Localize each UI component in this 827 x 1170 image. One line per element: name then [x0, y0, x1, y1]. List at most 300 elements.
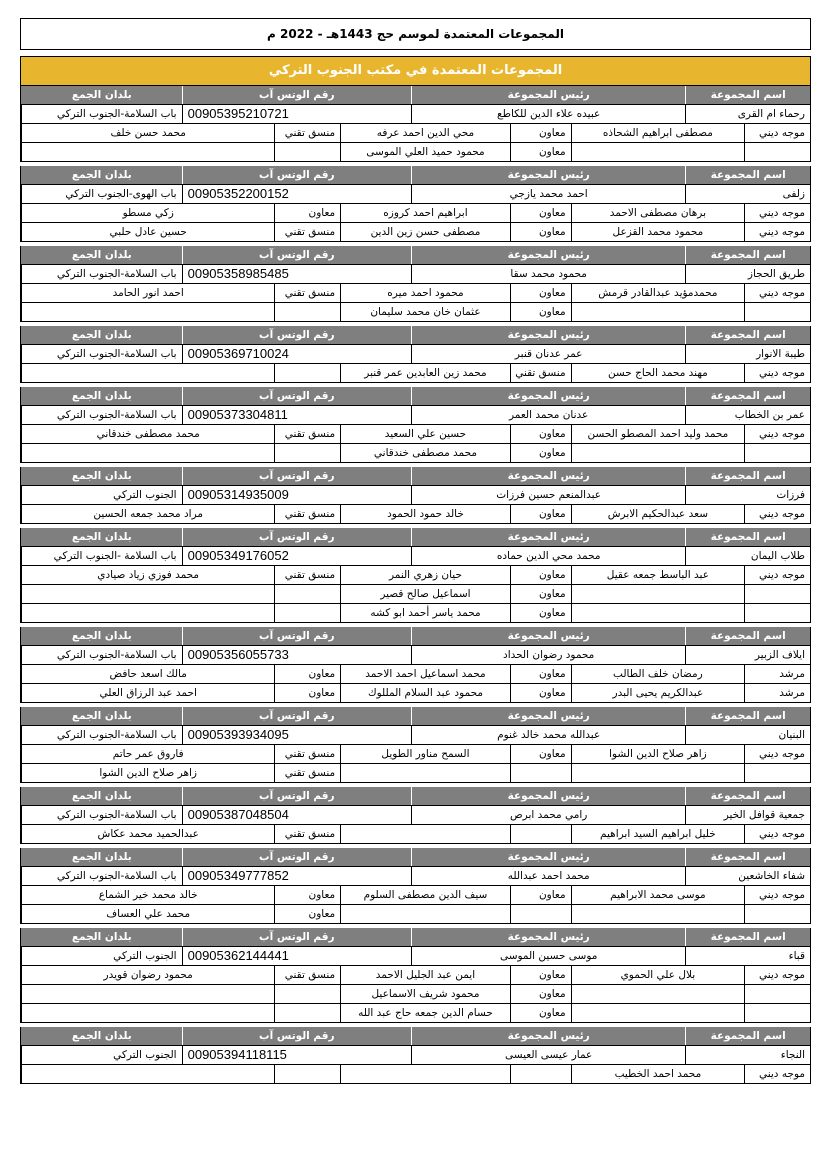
group-block [20, 326, 811, 383]
member-row [20, 905, 811, 924]
member-role [510, 1065, 571, 1083]
header-country: بلدان الجمع [21, 1027, 182, 1045]
member-name: عبدالكريم يحيى البدر [571, 684, 745, 702]
group-block [20, 787, 811, 844]
member-name: زاهر صلاح الدين الشوا [571, 745, 745, 763]
gathering-country: باب السلامة-الجنوب التركي [21, 265, 182, 283]
header-whatsapp: رقم الوتس آب [182, 707, 411, 725]
member-role: معاون [510, 585, 571, 603]
group-head: عدنان محمد العمر [411, 406, 685, 424]
member-row [20, 665, 811, 684]
member-row [20, 985, 811, 1004]
header-country: بلدان الجمع [21, 787, 182, 805]
member-role: معاون [274, 905, 340, 923]
member-name: محي الدين احمد عرفه [340, 124, 510, 142]
header-group-head: رئيس المجموعة [411, 246, 685, 264]
member-name: محمود شريف الاسماعيل [340, 985, 510, 1003]
header-group-head: رئيس المجموعة [411, 166, 685, 184]
group-name: طيبة الانوار [685, 345, 810, 363]
header-group-head: رئيس المجموعة [411, 627, 685, 645]
member-role: منسق تقني [274, 284, 340, 302]
group-name: طلاب اليمان [685, 547, 810, 565]
header-group-name: اسم المجموعة [685, 848, 810, 866]
member-name: اسماعيل صالح قصير [340, 585, 510, 603]
member-role: موجه ديني [744, 505, 810, 523]
whatsapp-number: 00905314935009 [182, 486, 411, 504]
group-name: جمعية قوافل الخير [685, 806, 810, 824]
group-header-row [20, 1027, 811, 1046]
member-name: برهان مصطفى الاحمد [571, 204, 745, 222]
member-name [571, 303, 745, 321]
group-header-row [20, 848, 811, 867]
member-row [20, 444, 811, 463]
header-group-name: اسم المجموعة [685, 86, 810, 104]
header-group-head: رئيس المجموعة [411, 787, 685, 805]
header-whatsapp: رقم الوتس آب [182, 246, 411, 264]
whatsapp-number: 00905358985485 [182, 265, 411, 283]
member-role [274, 364, 340, 382]
member-role: منسق تقني [274, 566, 340, 584]
member-role [744, 303, 810, 321]
group-main-row [20, 646, 811, 665]
member-role [274, 303, 340, 321]
member-role: منسق تقني [274, 764, 340, 782]
group-name: طريق الحجاز [685, 265, 810, 283]
member-role: مرشد [744, 684, 810, 702]
member-role: منسق تقني [274, 223, 340, 241]
member-role: معاون [510, 143, 571, 161]
group-block [20, 166, 811, 242]
group-name: البنيان [685, 726, 810, 744]
gathering-country: باب السلامة-الجنوب التركي [21, 406, 182, 424]
header-country: بلدان الجمع [21, 627, 182, 645]
member-role [744, 585, 810, 603]
member-name [571, 585, 745, 603]
whatsapp-number: 00905395210721 [182, 105, 411, 123]
header-whatsapp: رقم الوتس آب [182, 1027, 411, 1045]
member-name: محمود رضوان قويدر [21, 966, 274, 984]
member-role: موجه ديني [744, 204, 810, 222]
group-head: عبدالمنعم حسين فرزات [411, 486, 685, 504]
group-name: عمر بن الخطاب [685, 406, 810, 424]
member-role: معاون [510, 665, 571, 683]
header-group-name: اسم المجموعة [685, 928, 810, 946]
member-role: معاون [510, 444, 571, 462]
group-head: احمد محمد يازجي [411, 185, 685, 203]
member-name: مالك اسعد حافض [21, 665, 274, 683]
group-main-row [20, 406, 811, 425]
header-group-head: رئيس المجموعة [411, 928, 685, 946]
group-block [20, 707, 811, 783]
whatsapp-number: 00905362144441 [182, 947, 411, 965]
header-whatsapp: رقم الوتس آب [182, 86, 411, 104]
group-head: رامي محمد ابرص [411, 806, 685, 824]
member-role: معاون [510, 604, 571, 622]
group-head: موسى حسين الموسى [411, 947, 685, 965]
member-row [20, 364, 811, 383]
header-whatsapp: رقم الوتس آب [182, 387, 411, 405]
member-name [340, 825, 510, 843]
member-role [744, 985, 810, 1003]
member-role: موجه ديني [744, 745, 810, 763]
member-name: خليل ابراهيم السيد ابراهيم [571, 825, 745, 843]
member-role [744, 905, 810, 923]
member-row [20, 425, 811, 444]
member-role: معاون [510, 124, 571, 142]
member-row [20, 505, 811, 524]
member-role: معاون [274, 886, 340, 904]
member-role: معاون [510, 425, 571, 443]
whatsapp-number: 00905369710024 [182, 345, 411, 363]
member-name: محمد علي العساف [21, 905, 274, 923]
gathering-country: باب السلامة-الجنوب التركي [21, 105, 182, 123]
group-main-row [20, 265, 811, 284]
group-main-row [20, 486, 811, 505]
group-header-row [20, 707, 811, 726]
member-name [21, 303, 274, 321]
member-role [274, 985, 340, 1003]
member-role: موجه ديني [744, 364, 810, 382]
header-group-head: رئيس المجموعة [411, 528, 685, 546]
member-name [340, 764, 510, 782]
member-name: محمد مصطفى خندقاني [21, 425, 274, 443]
member-role: منسق تقني [274, 745, 340, 763]
member-role: معاون [510, 886, 571, 904]
header-group-head: رئيس المجموعة [411, 467, 685, 485]
member-role: موجه ديني [744, 425, 810, 443]
header-whatsapp: رقم الوتس آب [182, 528, 411, 546]
member-role [274, 604, 340, 622]
member-name: ابراهيم احمد كروزه [340, 204, 510, 222]
member-name [571, 604, 745, 622]
member-role [274, 444, 340, 462]
member-role: معاون [510, 505, 571, 523]
member-role [274, 143, 340, 161]
member-name: موسى محمد الابراهيم [571, 886, 745, 904]
member-role: معاون [274, 665, 340, 683]
header-country: بلدان الجمع [21, 848, 182, 866]
member-row [20, 124, 811, 143]
member-name: عثمان خان محمد سليمان [340, 303, 510, 321]
member-name [21, 1065, 274, 1083]
member-name [571, 1004, 745, 1022]
member-name [571, 444, 745, 462]
member-name: سعد عبدالحكيم الابرش [571, 505, 745, 523]
member-role: موجه ديني [744, 223, 810, 241]
group-header-row [20, 928, 811, 947]
member-name: محمد حسن خلف [21, 124, 274, 142]
member-role [744, 444, 810, 462]
group-head: عمار عيسى العيسى [411, 1046, 685, 1064]
member-role: معاون [510, 966, 571, 984]
member-name: محمد مصطفى خندقاني [340, 444, 510, 462]
header-group-head: رئيس المجموعة [411, 707, 685, 725]
member-role: موجه ديني [744, 566, 810, 584]
member-role: معاون [510, 284, 571, 302]
member-name: محمود عبد السلام المللوك [340, 684, 510, 702]
gathering-country: باب السلامة-الجنوب التركي [21, 646, 182, 664]
header-group-name: اسم المجموعة [685, 787, 810, 805]
header-whatsapp: رقم الوتس آب [182, 787, 411, 805]
group-header-row [20, 166, 811, 185]
member-name [21, 143, 274, 161]
header-group-head: رئيس المجموعة [411, 86, 685, 104]
member-name: خالد محمد خير الشماع [21, 886, 274, 904]
group-name: فرزات [685, 486, 810, 504]
group-header-row [20, 528, 811, 547]
group-block [20, 86, 811, 162]
member-name [571, 143, 745, 161]
member-role: معاون [510, 223, 571, 241]
group-block [20, 627, 811, 703]
member-role: معاون [510, 303, 571, 321]
member-name [21, 585, 274, 603]
group-main-row [20, 947, 811, 966]
header-country: بلدان الجمع [21, 528, 182, 546]
member-name: بلال علي الحموي [571, 966, 745, 984]
member-role: موجه ديني [744, 886, 810, 904]
member-role: موجه ديني [744, 1065, 810, 1083]
group-header-row [20, 627, 811, 646]
member-role: معاون [510, 566, 571, 584]
header-country: بلدان الجمع [21, 86, 182, 104]
member-name: محمد فوزي زياد صيادي [21, 566, 274, 584]
member-name: محمود حميد العلي الموسى [340, 143, 510, 161]
group-head: محمود رضوان الحداد [411, 646, 685, 664]
member-role [744, 143, 810, 161]
member-name: حيان زهري النمر [340, 566, 510, 584]
whatsapp-number: 00905349777852 [182, 867, 411, 885]
member-name: محمد ياسر أحمد ابو كشه [340, 604, 510, 622]
header-whatsapp: رقم الوتس آب [182, 326, 411, 344]
member-row [20, 604, 811, 623]
gathering-country: باب الهوى-الجنوب التركي [21, 185, 182, 203]
groups-table [20, 86, 811, 1084]
member-role: معاون [274, 204, 340, 222]
member-name: السمح مناور الطويل [340, 745, 510, 763]
group-name: النجاء [685, 1046, 810, 1064]
whatsapp-number: 00905373304811 [182, 406, 411, 424]
group-name: شفاء الخاشعين [685, 867, 810, 885]
member-role: منسق تقني [510, 364, 571, 382]
member-name: فاروق عمر حاتم [21, 745, 274, 763]
group-header-row [20, 86, 811, 105]
office-banner: المجموعات المعتمدة في مكتب الجنوب التركي [20, 56, 811, 86]
member-role [274, 1004, 340, 1022]
member-role [274, 585, 340, 603]
gathering-country: باب السلامة-الجنوب التركي [21, 867, 182, 885]
group-block [20, 928, 811, 1023]
member-name: مراد محمد جمعه الحسين [21, 505, 274, 523]
member-name: محمود احمد ميره [340, 284, 510, 302]
group-head: محمد احمد عبدالله [411, 867, 685, 885]
group-block [20, 528, 811, 623]
member-role: منسق تقني [274, 124, 340, 142]
member-name [21, 444, 274, 462]
member-role: موجه ديني [744, 825, 810, 843]
whatsapp-number: 00905356055733 [182, 646, 411, 664]
header-group-name: اسم المجموعة [685, 467, 810, 485]
group-main-row [20, 806, 811, 825]
member-role [510, 764, 571, 782]
member-role: مرشد [744, 665, 810, 683]
page-title: المجموعات المعتمدة لموسم حج 1443هـ - 2022 م [20, 18, 811, 50]
group-block [20, 848, 811, 924]
header-group-name: اسم المجموعة [685, 387, 810, 405]
member-row [20, 684, 811, 703]
member-role: منسق تقني [274, 825, 340, 843]
whatsapp-number: 00905349176052 [182, 547, 411, 565]
member-role: معاون [510, 1004, 571, 1022]
group-block [20, 246, 811, 322]
member-name: زاهر صلاح الدين الشوا [21, 764, 274, 782]
group-head: محمد محي الدين حماده [411, 547, 685, 565]
group-name: زلفى [685, 185, 810, 203]
gathering-country: باب السلامة-الجنوب التركي [21, 806, 182, 824]
member-name [21, 364, 274, 382]
whatsapp-number: 00905387048504 [182, 806, 411, 824]
member-name [571, 764, 745, 782]
group-header-row [20, 787, 811, 806]
header-country: بلدان الجمع [21, 166, 182, 184]
member-name: رمضان خلف الطالب [571, 665, 745, 683]
member-row [20, 284, 811, 303]
member-role: معاون [510, 745, 571, 763]
member-name: سيف الدين مصطفى السلوم [340, 886, 510, 904]
group-main-row [20, 345, 811, 364]
header-country: بلدان الجمع [21, 467, 182, 485]
member-name: محمد وليد احمد المصطو الحسن [571, 425, 745, 443]
header-whatsapp: رقم الوتس آب [182, 928, 411, 946]
member-row [20, 745, 811, 764]
group-header-row [20, 387, 811, 406]
group-header-row [20, 246, 811, 265]
member-row [20, 1004, 811, 1023]
member-name: حسين علي السعيد [340, 425, 510, 443]
member-role [744, 604, 810, 622]
group-main-row [20, 1046, 811, 1065]
header-whatsapp: رقم الوتس آب [182, 166, 411, 184]
group-main-row [20, 867, 811, 886]
header-group-head: رئيس المجموعة [411, 1027, 685, 1045]
header-group-head: رئيس المجموعة [411, 326, 685, 344]
member-role: موجه ديني [744, 966, 810, 984]
header-country: بلدان الجمع [21, 387, 182, 405]
group-main-row [20, 185, 811, 204]
group-head: عبدالله محمد خالد غنوم [411, 726, 685, 744]
whatsapp-number: 00905393934095 [182, 726, 411, 744]
member-name: مهند محمد الحاج حسن [571, 364, 745, 382]
member-name: ايمن عبد الجليل الاحمد [340, 966, 510, 984]
header-group-name: اسم المجموعة [685, 166, 810, 184]
member-row [20, 1065, 811, 1084]
member-row [20, 223, 811, 242]
header-whatsapp: رقم الوتس آب [182, 848, 411, 866]
member-role: معاون [274, 684, 340, 702]
header-group-head: رئيس المجموعة [411, 848, 685, 866]
header-whatsapp: رقم الوتس آب [182, 627, 411, 645]
member-role [274, 1065, 340, 1083]
member-name: احمد عبد الرزاق العلي [21, 684, 274, 702]
group-head: محمود محمد سقا [411, 265, 685, 283]
member-row [20, 204, 811, 223]
gathering-country: الجنوب التركي [21, 1046, 182, 1064]
member-role [510, 825, 571, 843]
member-role: معاون [510, 985, 571, 1003]
gathering-country: الجنوب التركي [21, 486, 182, 504]
member-role: معاون [510, 204, 571, 222]
group-name: قباء [685, 947, 810, 965]
header-country: بلدان الجمع [21, 707, 182, 725]
header-country: بلدان الجمع [21, 928, 182, 946]
group-header-row [20, 326, 811, 345]
header-group-name: اسم المجموعة [685, 707, 810, 725]
member-name [571, 905, 745, 923]
group-block [20, 467, 811, 524]
group-head: عبيده علاء الدين للكاطع [411, 105, 685, 123]
gathering-country: باب السلامة -الجنوب التركي [21, 547, 182, 565]
member-name [21, 604, 274, 622]
header-group-head: رئيس المجموعة [411, 387, 685, 405]
member-row [20, 566, 811, 585]
member-name: عبد الباسط جمعه عقيل [571, 566, 745, 584]
group-name: رحماء ام القرى [685, 105, 810, 123]
gathering-country: الجنوب التركي [21, 947, 182, 965]
member-name: خالد حمود الحمود [340, 505, 510, 523]
header-whatsapp: رقم الوتس آب [182, 467, 411, 485]
group-block [20, 1027, 811, 1084]
member-name: محمدمؤيد عبدالقادر قرمش [571, 284, 745, 302]
member-name: حسين عادل حلبي [21, 223, 274, 241]
member-row [20, 966, 811, 985]
member-name: محمد احمد الخطيب [571, 1065, 745, 1083]
member-name: احمد انور الحامد [21, 284, 274, 302]
member-row [20, 825, 811, 844]
member-name: محمد زين العابدين عمر قنبر [340, 364, 510, 382]
member-row [20, 143, 811, 162]
header-country: بلدان الجمع [21, 246, 182, 264]
header-group-name: اسم المجموعة [685, 326, 810, 344]
member-row [20, 886, 811, 905]
header-group-name: اسم المجموعة [685, 1027, 810, 1045]
group-head: عمر عدنان قنبر [411, 345, 685, 363]
group-main-row [20, 547, 811, 566]
member-role: معاون [510, 684, 571, 702]
member-row [20, 585, 811, 604]
header-group-name: اسم المجموعة [685, 627, 810, 645]
gathering-country: باب السلامة-الجنوب التركي [21, 726, 182, 744]
group-main-row [20, 726, 811, 745]
member-name [340, 905, 510, 923]
gathering-country: باب السلامة-الجنوب التركي [21, 345, 182, 363]
member-role: منسق تقني [274, 505, 340, 523]
member-name [571, 985, 745, 1003]
group-header-row [20, 467, 811, 486]
member-role: منسق تقني [274, 425, 340, 443]
member-name: زكي مسطو [21, 204, 274, 222]
member-role: موجه ديني [744, 284, 810, 302]
member-name: عبدالحميد محمد عكاش [21, 825, 274, 843]
member-name [340, 1065, 510, 1083]
header-country: بلدان الجمع [21, 326, 182, 344]
member-name: مصطفى حسن زين الدين [340, 223, 510, 241]
member-row [20, 764, 811, 783]
group-main-row [20, 105, 811, 124]
member-name [21, 1004, 274, 1022]
member-name [21, 985, 274, 1003]
header-group-name: اسم المجموعة [685, 528, 810, 546]
group-name: ايلاف الزبير [685, 646, 810, 664]
